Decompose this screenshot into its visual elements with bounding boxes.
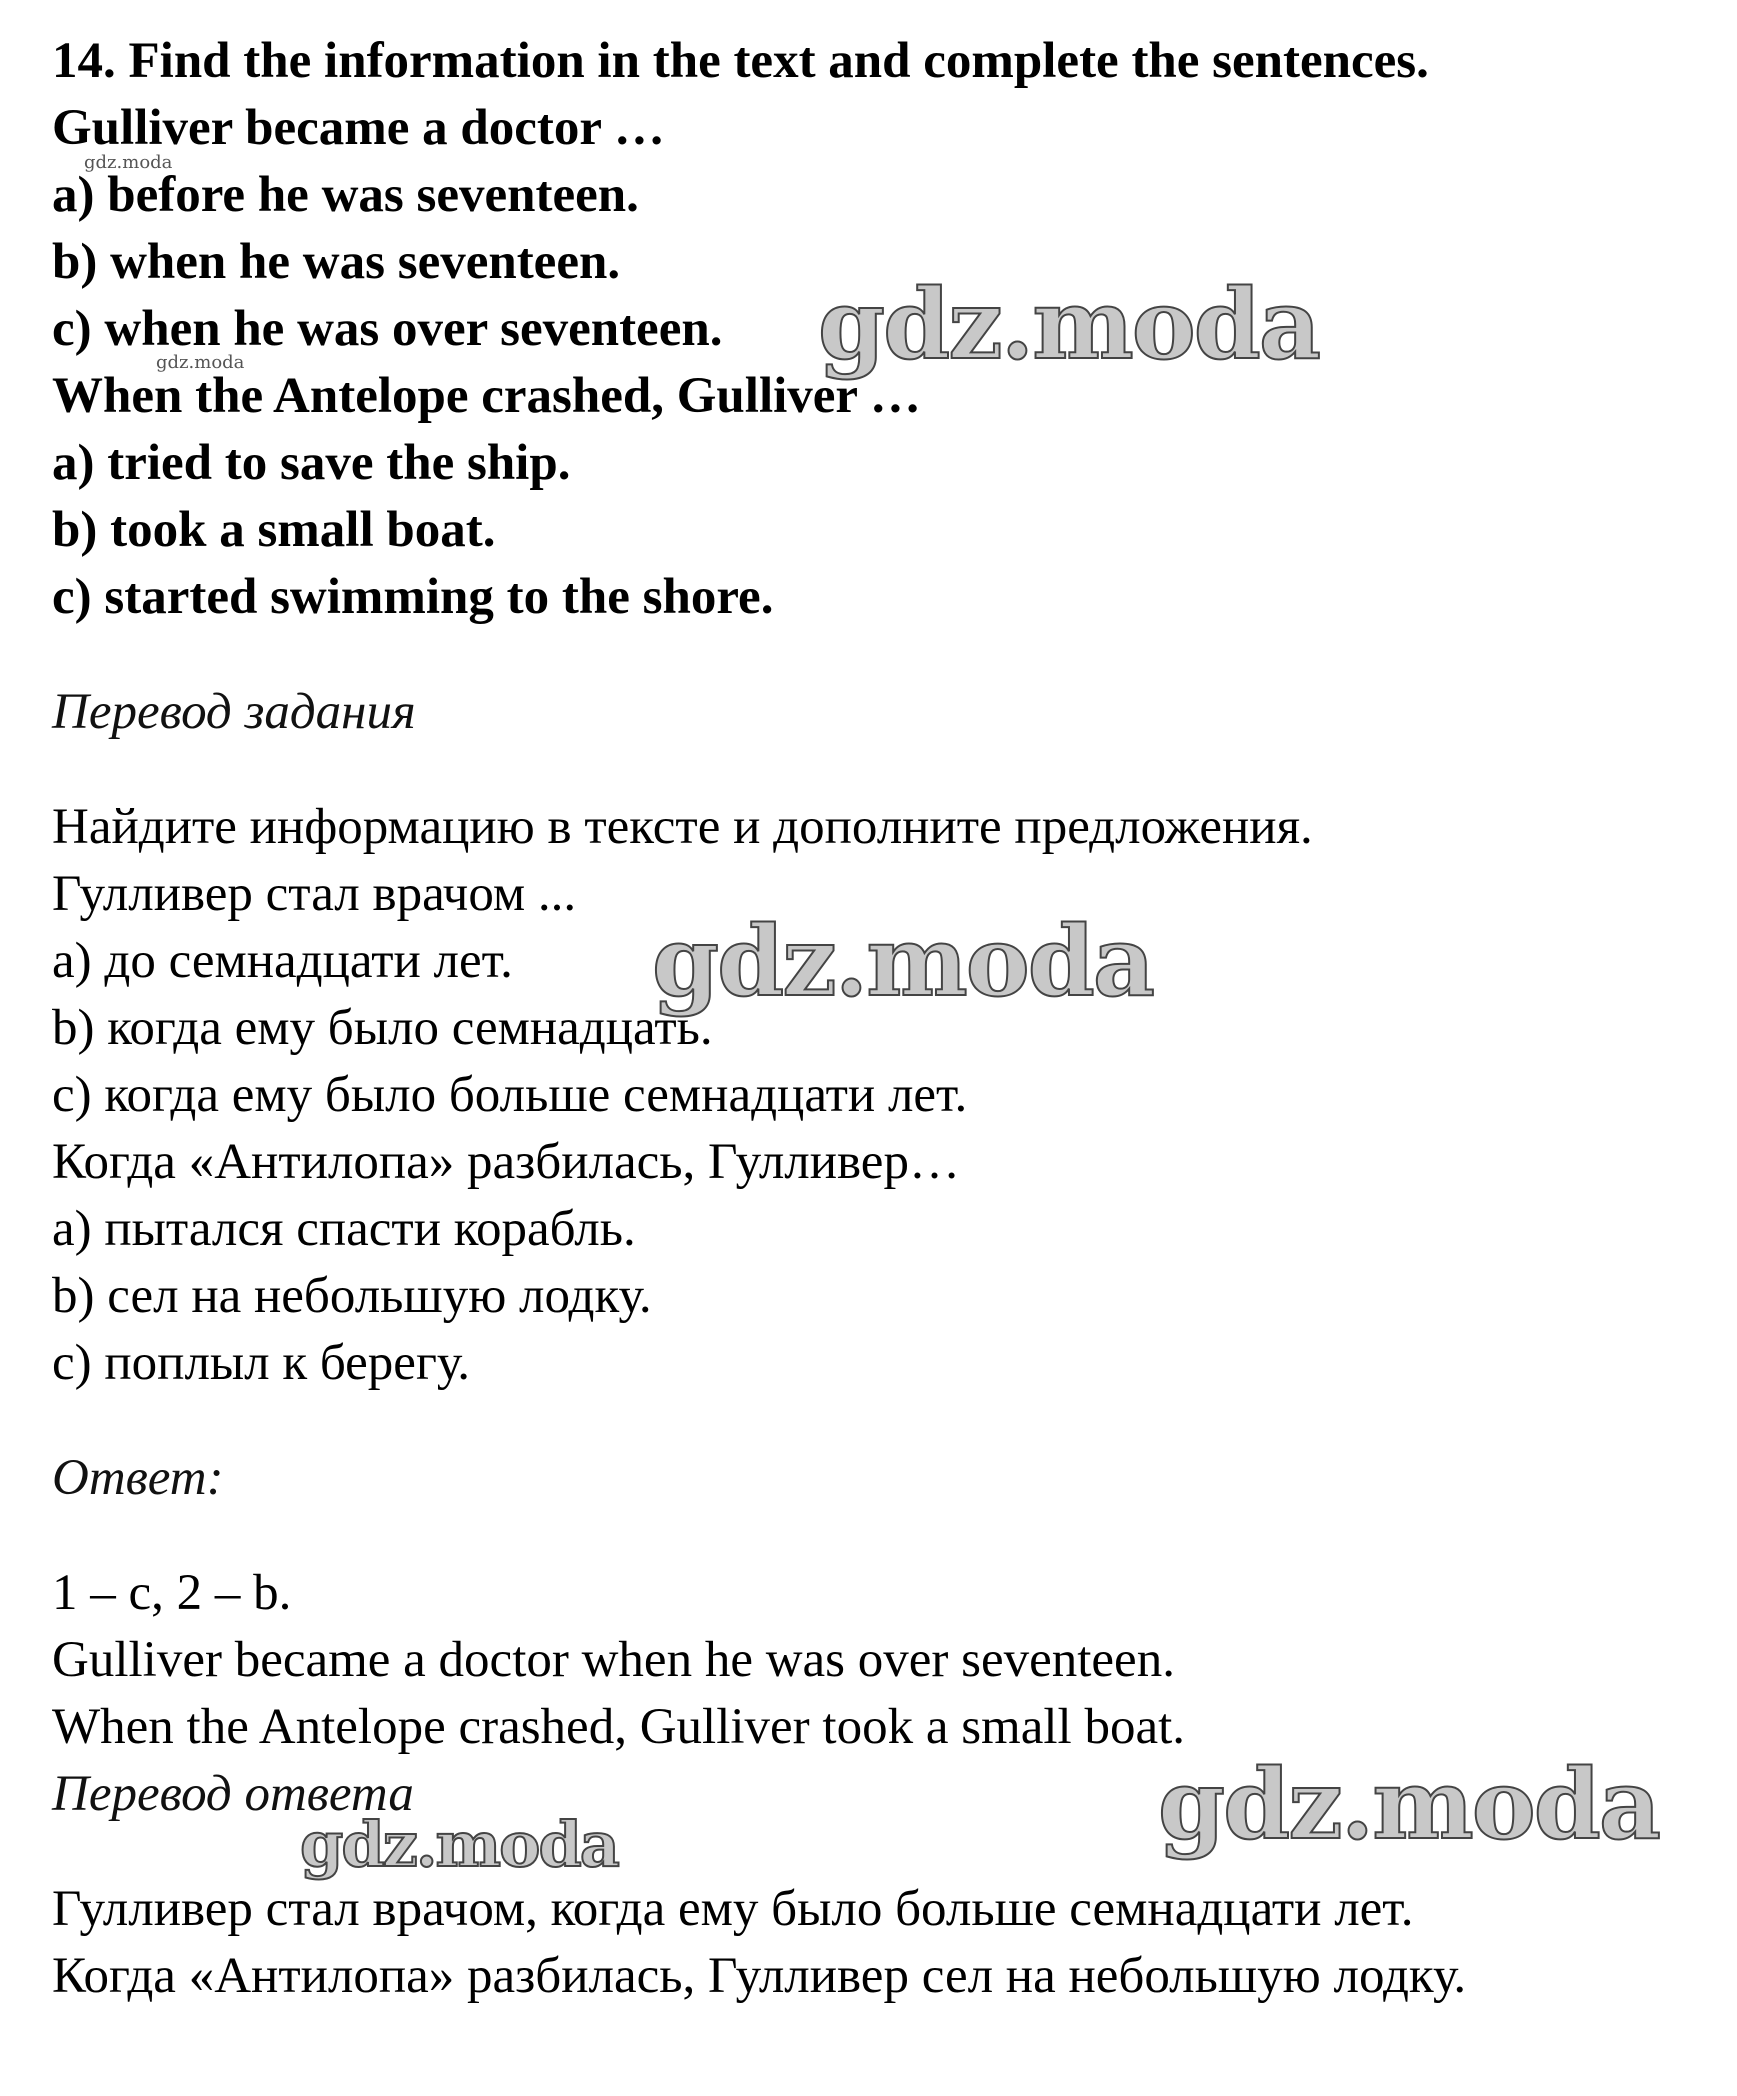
- answer-translation-sentence-1: Гулливер стал врачом, когда ему было больше семнадцати лет.: [52, 1881, 1414, 1937]
- watermark-large-3: gdz.moda: [1158, 1748, 1660, 1861]
- question-1-option-b: b) when he was seventeen.: [52, 234, 621, 290]
- spacer: [52, 1512, 1712, 1560]
- task-heading: 14. Find the information in the text and complete the sentences.: [52, 33, 1429, 89]
- question-2-option-c: c) started swimming to the shore.: [52, 569, 774, 625]
- worksheet-page: [52, 28, 1712, 2010]
- spacer: [52, 1397, 1712, 1445]
- answer-title: Ответ:: [52, 1450, 224, 1506]
- spacer: [52, 1828, 1712, 1876]
- watermark-tiny-2: gdz.moda: [156, 352, 245, 373]
- answer-key: 1 – c, 2 – b.: [52, 1565, 292, 1621]
- question-2-option-a: a) tried to save the ship.: [52, 435, 571, 491]
- translation-question-1-option-a: a) до семнадцати лет.: [52, 933, 513, 989]
- translation-question-1-option-b: b) когда ему было семнадцать.: [52, 1000, 713, 1056]
- translation-question-2-stem: Когда «Антилопа» разбилась, Гулливер…: [52, 1134, 960, 1190]
- watermark-large-2: gdz.moda: [652, 905, 1154, 1018]
- watermark-tiny-1: gdz.moda: [84, 152, 173, 173]
- question-1-option-a: a) before he was seventeen.: [52, 167, 639, 223]
- translation-intro: Найдите информацию в тексте и дополните предложения.: [52, 799, 1313, 855]
- translation-title: Перевод задания: [52, 684, 416, 740]
- watermark-large-1: gdz.moda: [818, 268, 1320, 381]
- translation-question-2-option-a: a) пытался спасти корабль.: [52, 1201, 636, 1257]
- translation-question-1-stem: Гулливер стал врачом ...: [52, 866, 577, 922]
- translation-question-2-option-c: c) поплыл к берегу.: [52, 1335, 471, 1391]
- watermark-medium-1: gdz.moda: [300, 1808, 618, 1881]
- answer-sentence-2: When the Antelope crashed, Gulliver took a small boat.: [52, 1699, 1186, 1755]
- answer-translation-title: Перевод ответа: [52, 1766, 414, 1822]
- question-1-stem: Gulliver became a doctor …: [52, 100, 665, 156]
- question-2-option-b: b) took a small boat.: [52, 502, 496, 558]
- spacer: [52, 631, 1712, 679]
- spacer: [52, 746, 1712, 794]
- answer-translation-sentence-2: Когда «Антилопа» разбилась, Гулливер сел на небольшую лодку.: [52, 1948, 1467, 2004]
- translation-question-1-option-c: c) когда ему было больше семнадцати лет.: [52, 1067, 968, 1123]
- translation-question-2-option-b: b) сел на небольшую лодку.: [52, 1268, 652, 1324]
- answer-sentence-1: Gulliver became a doctor when he was over seventeen.: [52, 1632, 1175, 1688]
- question-1-option-c: c) when he was over seventeen.: [52, 301, 723, 357]
- question-2-stem: When the Antelope crashed, Gulliver …: [52, 368, 921, 424]
